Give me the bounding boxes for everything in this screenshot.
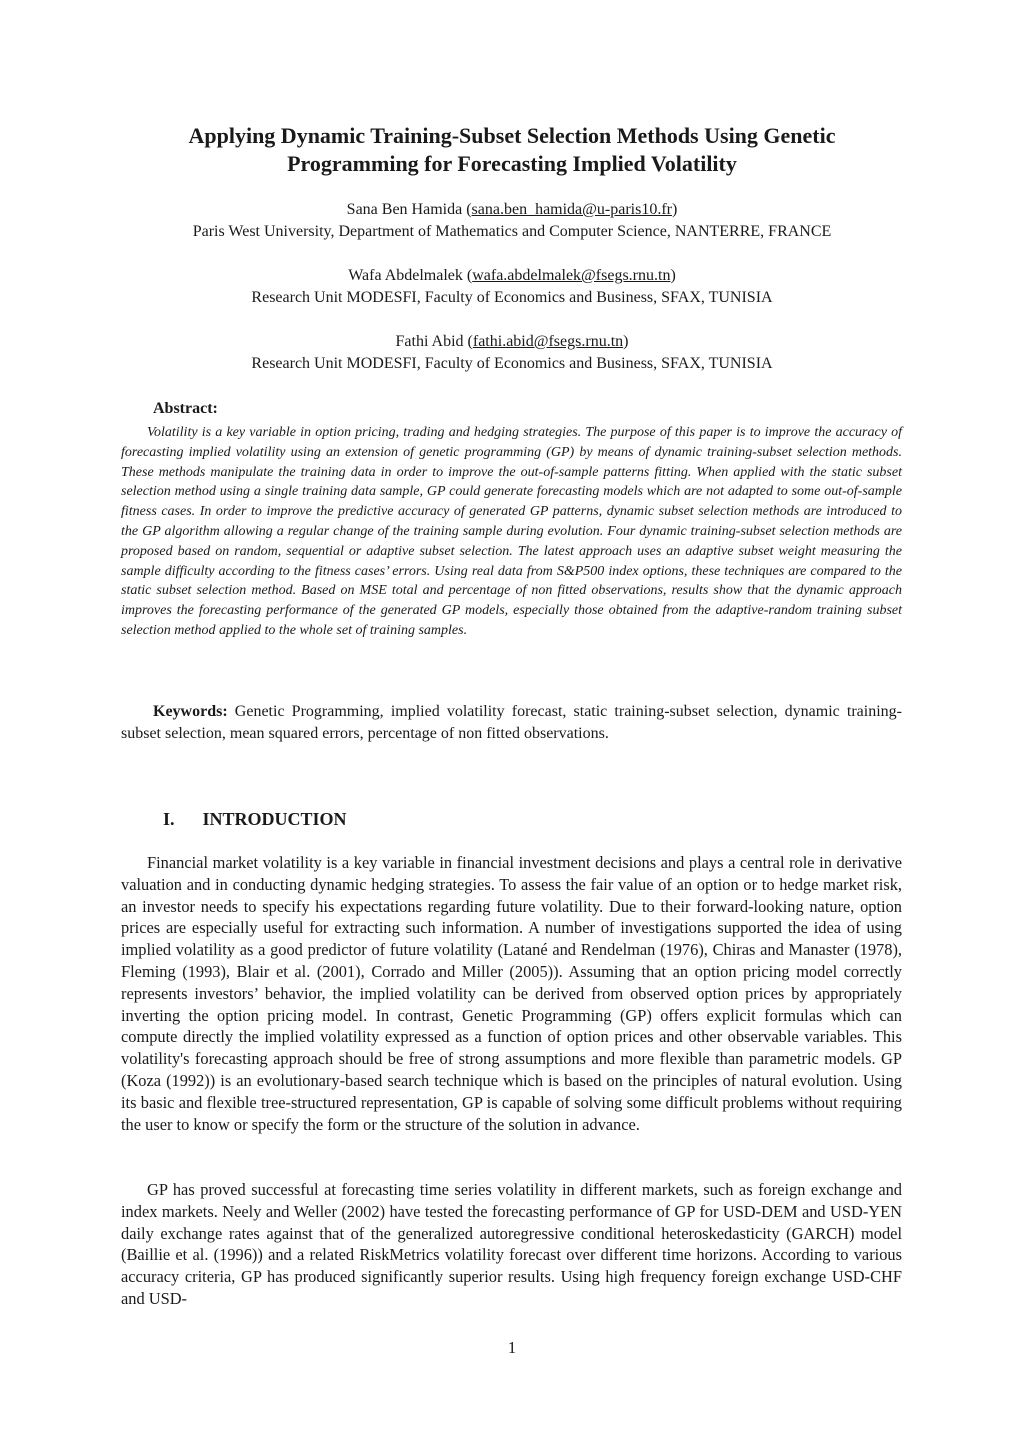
keywords-text: Genetic Programming, implied volatility forecast, static training-subset selection, dynamic training-subset selection, mean squared errors, percentage of non fitted observations. — [121, 703, 902, 742]
author-affiliation: Research Unit MODESFI, Faculty of Economics and Business, SFAX, TUNISIA — [251, 355, 773, 372]
author-line: Fathi Abid (fathi.abid@fsegs.rnu.tn) — [395, 333, 629, 350]
author-line: Sana Ben Hamida (sana.ben_hamida@u-paris10.fr) — [346, 201, 678, 218]
section-title: INTRODUCTION — [202, 809, 347, 829]
author-email-link[interactable]: sana.ben_hamida@u-paris10.fr — [471, 201, 672, 218]
author-email-link[interactable]: wafa.abdelmalek@fsegs.rnu.tn — [472, 267, 671, 284]
page-number: 1 — [507, 1338, 517, 1357]
author-affiliation: Research Unit MODESFI, Faculty of Economics and Business, SFAX, TUNISIA — [251, 289, 773, 306]
author-name: Wafa Abdelmalek — [348, 267, 463, 284]
paper-title: Applying Dynamic Training-Subset Selection Methods Using Genetic Programming for Forecasting Implied Volatility — [188, 123, 836, 176]
abstract-text: Volatility is a key variable in option pricing, trading and hedging strategies. The purpose of this paper is to improve the accuracy of forecasting implied volatility using an extension of genetic programming (GP) by means of dynamic training-subset selection methods. These methods manipulate the training data in order to improve the out-of-sample patterns fitting. When applied with the static subset selection method using a single training data sample, GP could generate forecasting models which are not adapted to some out-of-sample fitness cases. In order to improve the predictive accuracy of generated GP patterns, dynamic subset selection methods are introduced to the GP algorithm allowing a regular change of the training sample during evolution. Four dynamic training-subset selection methods are proposed based on random, sequential or adaptive subset selection. The latest approach uses an adaptive subset weight measuring the sample difficulty according to the fitness cases’ errors. Using real data from S&P500 index options, these techniques are compared to the static subset selection method. Based on MSE total and percentage of non fitted observations, results show that the dynamic approach improves the forecasting performance of the generated GP models, especially those obtained from the adaptive-random training subset selection method applied to the whole set of training samples. — [121, 425, 902, 638]
section-number: I. — [163, 809, 175, 829]
author-email-link[interactable]: fathi.abid@fsegs.rnu.tn — [472, 333, 624, 350]
author-name: Sana Ben Hamida — [346, 201, 463, 218]
author-affiliation: Paris West University, Department of Mathematics and Computer Science, NANTERRE, FRANCE — [192, 223, 832, 240]
keywords-label: Keywords: — [153, 703, 228, 720]
keywords — [121, 701, 902, 745]
author-block-3 — [100, 331, 924, 375]
author-block-1 — [100, 199, 924, 243]
abstract-heading: Abstract: — [153, 400, 218, 417]
body-paragraph-2: GP has proved successful at forecasting time series volatility in different markets, such as foreign exchange and index markets. Neely and Weller (2002) have tested the forecasting performance of GP for USD-DEM and USD-YEN daily exchange rates against that of the generalized autoregressive conditional heteroskedasticity (GARCH) model (Baillie et al. (1996)) and a related RiskMetrics volatility forecast over different time horizons. According to various accuracy criteria, GP has produced significantly superior results. Using high frequency foreign exchange USD-CHF and USD- — [121, 1180, 902, 1308]
author-line: Wafa Abdelmalek (wafa.abdelmalek@fsegs.rnu.tn) — [348, 267, 676, 284]
section-heading-introduction — [163, 809, 347, 830]
author-block-2 — [100, 265, 924, 309]
author-name: Fathi Abid — [395, 333, 464, 350]
body-paragraph-1: Financial market volatility is a key variable in financial investment decisions and plays a central role in derivative valuation and in conducting dynamic hedging strategies. To assess the fair value of an option or to hedge market risk, an investor needs to specify his expectations regarding future volatility. Due to their forward-looking nature, option prices are especially useful for extracting such information. A number of investigations supported the idea of using implied volatility as a good predictor of future volatility (Latané and Rendelman (1976), Chiras and Manaster (1978), Fleming (1993), Blair et al. (2001), Corrado and Miller (2005)). Assuming that an option pricing model correctly represents investors’ behavior, the implied volatility can be derived from observed option prices by appropriately inverting the option pricing model. In contrast, Genetic Programming (GP) offers explicit formulas which can compute directly the implied volatility expressed as a function of option prices and other observable variables. This volatility's forecasting approach should be free of strong assumptions and more flexible than parametric models. GP (Koza (1992)) is an evolutionary-based search technique which is based on the principles of natural evolution. Using its basic and flexible tree-structured representation, GP is capable of solving some difficult problems without requiring the user to know or specify the form or the structure of the solution in advance. — [121, 853, 902, 1134]
